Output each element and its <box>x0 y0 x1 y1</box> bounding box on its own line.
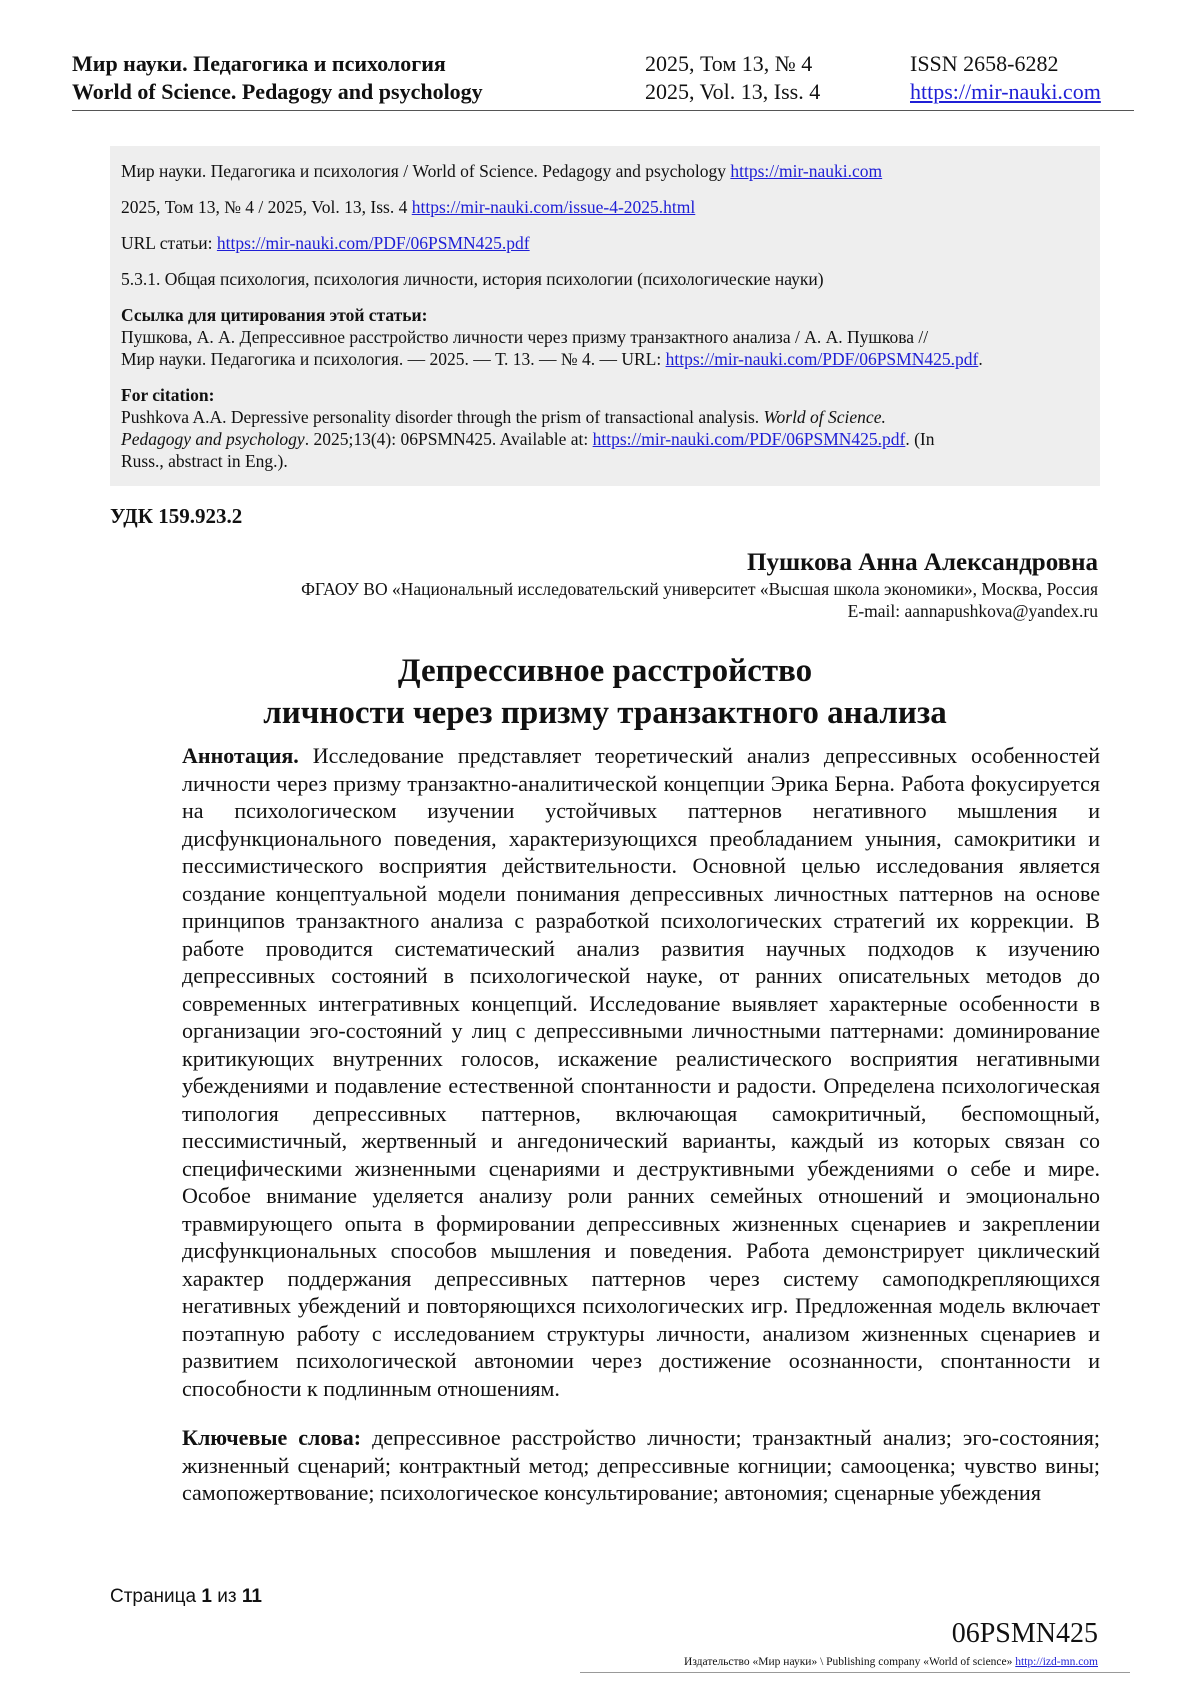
issue-en: 2025, Vol. 13, Iss. 4 <box>645 79 821 104</box>
cite-en-line1: Pushkova A.A. Depressive personality disorder through the prism of transactional analysis. World of Science. <box>121 407 886 427</box>
author-affiliation: ФГАОУ ВО «Национальный исследовательский университет «Высшая школа экономики», Москва, Россия <box>301 579 1098 599</box>
publisher-line: Издательство «Мир науки» \ Publishing company «World of science» http://izd-mn.com <box>684 1656 1098 1668</box>
cite-ru-line1: Пушкова, А. А. Депрессивное расстройство личности через призму транзактного анализа / А. А. Пушкова // <box>121 327 929 347</box>
journal-title-ru: Мир науки. Педагогика и психология <box>72 51 446 76</box>
udk-code: УДК 159.923.2 <box>110 504 243 528</box>
issue-link[interactable]: https://mir-nauki.com/issue-4-2025.html <box>411 197 696 217</box>
author-block <box>301 548 1098 622</box>
journal-link[interactable]: https://mir-nauki.com <box>730 161 883 181</box>
cite-en-line2: Pedagogy and psychology. 2025;13(4): 06PSMN425. Available at: https://mir-nauki.com/PDF/06PSMN425.pdf. (In <box>121 429 935 449</box>
title-line-1: Депрессивное расстройство <box>397 653 813 689</box>
cite-en-heading: For citation: <box>121 385 215 405</box>
article-code: 06PSMN425 <box>951 1618 1098 1649</box>
abstract-label: Аннотация. <box>182 743 299 768</box>
article-url-line: URL статьи: https://mir-nauki.com/PDF/06PSMN425.pdf <box>121 233 530 253</box>
author-name: Пушкова Анна Александровна <box>747 549 1098 576</box>
cite-en-link[interactable]: https://mir-nauki.com/PDF/06PSMN425.pdf <box>592 429 906 449</box>
cite-ru-link[interactable]: https://mir-nauki.com/PDF/06PSMN425.pdf <box>665 349 979 369</box>
footer-divider <box>580 1672 1130 1673</box>
publisher-link[interactable]: http://izd-mn.com <box>1015 1656 1098 1668</box>
keywords <box>110 1424 1100 1507</box>
article-title <box>110 650 1100 734</box>
specialty-line: 5.3.1. Общая психология, психология личности, история психологии (психологические науки) <box>121 269 824 289</box>
cite-ru-heading: Ссылка для цитирования этой статьи: <box>121 305 428 325</box>
page-number: Страница 1 из 11 <box>110 1586 262 1607</box>
journal-line: Мир науки. Педагогика и психология / World of Science. Pedagogy and psychology https://mir-nauki.com <box>121 161 883 181</box>
abstract <box>110 742 1100 1402</box>
journal-title-en: World of Science. Pedagogy and psychology <box>72 79 483 104</box>
header-divider <box>72 110 1134 111</box>
author-email: E-mail: aannapushkova@yandex.ru <box>847 601 1098 621</box>
site-link[interactable]: https://mir-nauki.com <box>910 79 1101 104</box>
cite-ru-line2: Мир науки. Педагогика и психология. — 2025. — Т. 13. — № 4. — URL: https://mir-nauki.com/PDF/06PSMN425.pdf. <box>121 349 983 369</box>
issn: ISSN 2658-6282 <box>910 51 1059 76</box>
keywords-text: депрессивное расстройство личности; транзактный анализ; эго-состояния; жизненный сценарий; контрактный метод; депрессивные когниции; самооценка; чувство вины; самопожертвование; психологическое консультирование; автономия; сценарные убеждения <box>182 1425 1101 1505</box>
keywords-label: Ключевые слова: <box>182 1425 362 1450</box>
article-url-link[interactable]: https://mir-nauki.com/PDF/06PSMN425.pdf <box>216 233 530 253</box>
title-line-2: личности через призму транзактного анализа <box>263 695 947 731</box>
cite-en-line3: Russ., abstract in Eng.). <box>121 451 288 471</box>
issue-ru: 2025, Том 13, № 4 <box>645 51 813 76</box>
citation-box <box>110 146 1100 486</box>
issue-line: 2025, Том 13, № 4 / 2025, Vol. 13, Iss. 4 https://mir-nauki.com/issue-4-2025.html <box>121 197 696 217</box>
abstract-text: Исследование представляет теоретический анализ депрессивных особенностей личности через призму транзактно-аналитической концепции Эрика Берна. Работа фокусируется на психологическом изучении устойчивых паттернов негативного мышления и дисфункционального поведения, характеризующихся преобладанием уныния, самокритики и пессимистического восприятия действительности. Основной целью исследования является создание концептуальной модели понимания депрессивных личностных паттернов на основе принципов транзактного анализа с разработкой психологических стратегий их коррекции. В работе проводится систематический анализ развития научных подходов к изучению депрессивных состояний в психологической науке, от ранних описательных методов до современных интегративных концепций. Исследование выявляет характерные особенности в организации эго-состояний у лиц с депрессивными личностными паттернами: доминирование критикующих внутренних голосов, искажение реалистического восприятия негативными убеждениями и подавление естественной спонтанности и радости. Определена психологическая типология депрессивных паттернов, включающая самокритичный, беспомощный, пессимистичный, жертвенный и ангедонический варианты, каждый из которых связан со специфическими жизненными сценариями и деструктивными убеждениями о себе и мире. Особое внимание уделяется анализу роли ранних семейных отношений и эмоционально травмирующего опыта в формировании депрессивных жизненных сценариев и закреплении дисфункциональных способов мышления и поведения. Работа демонстрирует циклический характер поддержания депрессивных паттернов через систему самоподкрепляющихся негативных убеждений и повторяющихся психологических игр. Предложенная модель включает поэтапную работу с исследованием структуры личности, анализом жизненных сценариев и развитием психологической автономии через достижение осознанности, спонтанности и способности к подлинным отношениям. <box>182 743 1100 1401</box>
